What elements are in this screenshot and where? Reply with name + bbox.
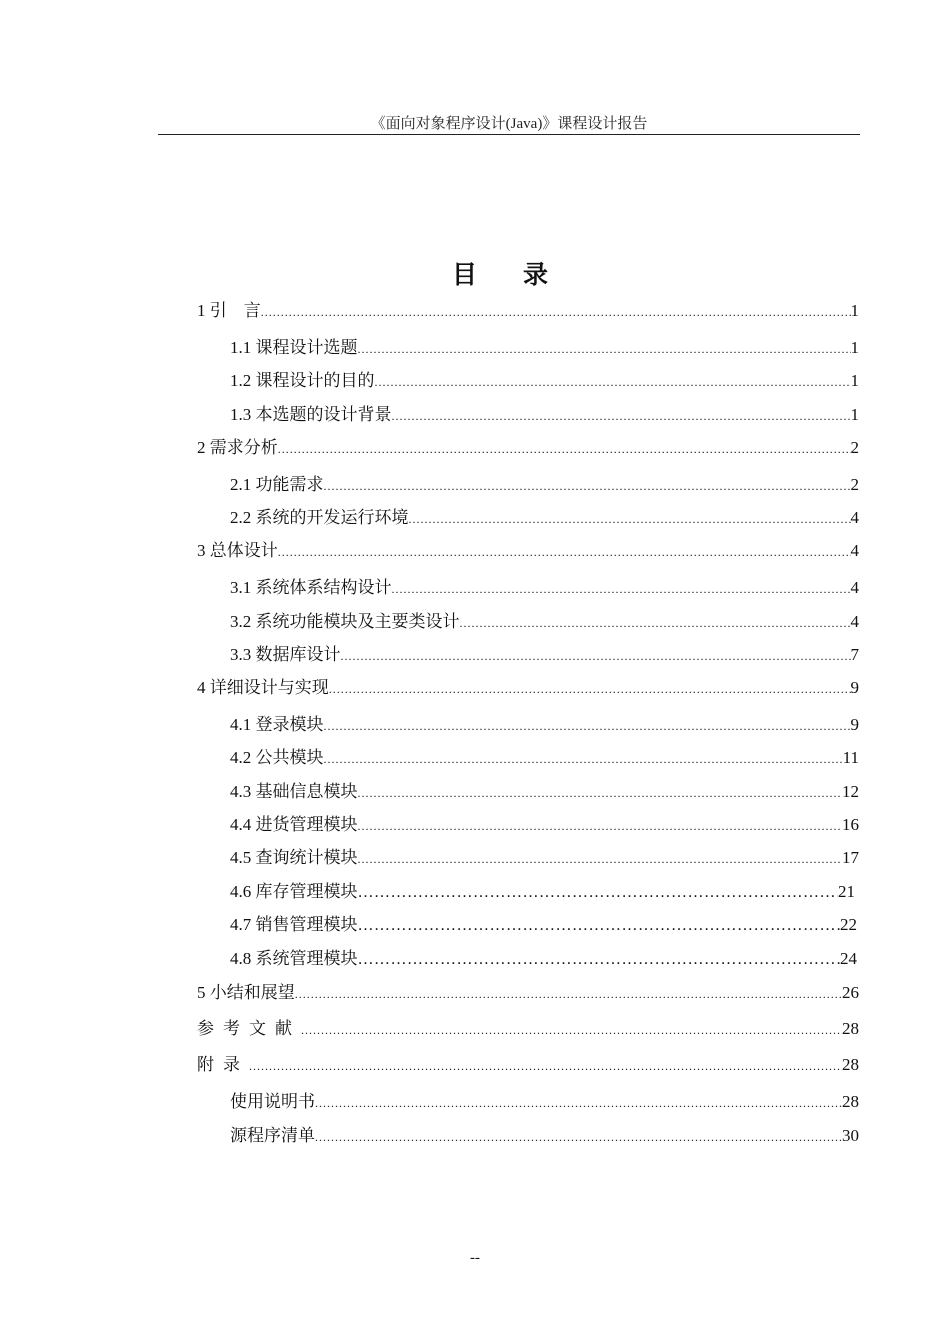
toc-entry-page: 26 [842, 983, 859, 1002]
toc-leader-dots [301, 1019, 842, 1041]
toc-entry-page: 1 [850, 338, 859, 357]
toc-leader-dots [324, 748, 843, 770]
toc-entry-label: 2.1 功能需求 [230, 475, 324, 494]
toc-entry-4-7[interactable] [230, 914, 857, 936]
toc-entry-4-2[interactable] [230, 747, 859, 769]
toc-leader-dots [315, 1092, 842, 1114]
toc-entry-page: 21 [838, 882, 855, 901]
toc-entry-page: 4 [850, 541, 859, 560]
toc-entry-label: 4.4 进货管理模块 [230, 815, 358, 834]
toc-entry-page: 4 [850, 612, 859, 631]
toc-leader-dots [261, 301, 851, 323]
toc-entry-3-1[interactable] [230, 577, 859, 599]
toc-entry-chapter-3[interactable] [197, 540, 859, 562]
toc-entry-label: 4.3 基础信息模块 [230, 782, 358, 801]
toc-entry-page: 28 [842, 1055, 859, 1074]
toc-entry-4-4[interactable] [230, 814, 859, 836]
toc-leader-dots [358, 848, 843, 870]
toc-entry-label: 4.8 系统管理模块 [230, 949, 358, 968]
toc-entry-page: 4 [850, 578, 859, 597]
toc-entry-label: 3.2 系统功能模块及主要类设计 [230, 612, 460, 631]
toc-entry-page: 30 [842, 1126, 859, 1145]
toc-entry-page: 11 [842, 748, 859, 767]
toc-entry-label: 3.3 数据库设计 [230, 645, 341, 664]
toc-entry-1-2[interactable] [230, 370, 859, 392]
toc-entry-page: 17 [842, 848, 859, 867]
toc-entry-4-5[interactable] [230, 847, 859, 869]
toc-title: 目录 [451, 262, 594, 289]
toc-entry-page: 28 [842, 1019, 859, 1038]
toc-entry-3-2[interactable] [230, 611, 859, 633]
toc-leader-dots [278, 438, 851, 460]
toc-entry-label: 4.6 库存管理模块 [230, 882, 358, 901]
toc-entry-label: 2.2 系统的开发运行环境 [230, 508, 409, 527]
toc-entry-label: 3.1 系统体系结构设计 [230, 578, 392, 597]
toc-entry-page: 12 [842, 782, 859, 801]
toc-entry-page: 1 [850, 301, 859, 320]
toc-leader-dots [392, 405, 851, 427]
toc-entry-label: 3 总体设计 [197, 541, 278, 560]
toc-entry-references[interactable] [197, 1018, 859, 1040]
toc-entry-page: 1 [850, 371, 859, 390]
toc-leader-dots [278, 541, 851, 563]
toc-leader-dots [329, 678, 851, 700]
toc-entry-page: 1 [850, 405, 859, 424]
toc-entry-chapter-5[interactable] [197, 982, 859, 1004]
toc-leader-dots [358, 338, 851, 360]
running-header: 《面向对象程序设计(Java)》课程设计报告 [370, 116, 648, 132]
toc-entry-label: 4.1 登录模块 [230, 715, 324, 734]
toc-entry-1-1[interactable] [230, 337, 859, 359]
toc-leader-dots [358, 949, 841, 971]
toc-entry-label: 参考文献 [197, 1019, 301, 1038]
toc-entry-page: 7 [850, 645, 859, 664]
toc-leader-dots [324, 715, 851, 737]
toc-leader-dots [358, 915, 841, 937]
toc-entry-chapter-2[interactable] [197, 437, 859, 459]
toc-leader-dots [358, 782, 843, 804]
toc-entry-4-3[interactable] [230, 781, 859, 803]
toc-entry-page: 4 [850, 508, 859, 527]
toc-entry-page: 28 [842, 1092, 859, 1111]
toc-entry-user-manual[interactable] [230, 1091, 859, 1113]
toc-entry-source-listing[interactable] [230, 1125, 859, 1147]
toc-leader-dots [324, 475, 851, 497]
toc-entry-page: 9 [850, 715, 859, 734]
toc-leader-dots [315, 1126, 842, 1148]
toc-entry-4-8[interactable] [230, 948, 857, 970]
toc-leader-dots [409, 508, 851, 530]
toc-leader-dots [375, 371, 851, 393]
toc-leader-dots [295, 983, 842, 1005]
toc-entry-3-3[interactable] [230, 644, 859, 666]
toc-leader-dots [341, 645, 851, 667]
toc-leader-dots [460, 612, 851, 634]
page-footer-marker: -- [470, 1250, 480, 1266]
toc-entry-label: 源程序清单 [230, 1126, 315, 1145]
toc-entry-2-2[interactable] [230, 507, 859, 529]
toc-leader-dots [392, 578, 851, 600]
toc-entry-label: 5 小结和展望 [197, 983, 295, 1002]
toc-entry-appendix[interactable] [197, 1054, 859, 1076]
toc-entry-4-6[interactable] [230, 881, 855, 903]
toc-entry-label: 1.1 课程设计选题 [230, 338, 358, 357]
toc-entry-label: 1.3 本选题的设计背景 [230, 405, 392, 424]
toc-entry-2-1[interactable] [230, 474, 859, 496]
toc-leader-dots [249, 1055, 842, 1077]
toc-entry-label: 附录 [197, 1055, 249, 1074]
toc-leader-dots [358, 882, 839, 904]
toc-entry-chapter-1[interactable] [197, 300, 859, 322]
toc-entry-page: 2 [850, 438, 859, 457]
toc-entry-chapter-4[interactable] [197, 677, 859, 699]
toc-entry-label: 1.2 课程设计的目的 [230, 371, 375, 390]
header-rule [158, 134, 860, 135]
toc-entry-label: 1 引 言 [197, 301, 261, 320]
toc-entry-label: 2 需求分析 [197, 438, 278, 457]
toc-entry-1-3[interactable] [230, 404, 859, 426]
toc-entry-label: 4.2 公共模块 [230, 748, 324, 767]
toc-leader-dots [358, 815, 843, 837]
toc-entry-page: 22 [840, 915, 857, 934]
toc-entry-label: 4.5 查询统计模块 [230, 848, 358, 867]
toc-entry-label: 4.7 销售管理模块 [230, 915, 358, 934]
toc-entry-page: 9 [850, 678, 859, 697]
toc-entry-label: 4 详细设计与实现 [197, 678, 329, 697]
toc-entry-page: 24 [840, 949, 857, 968]
toc-entry-label: 使用说明书 [230, 1092, 315, 1111]
toc-entry-page: 16 [842, 815, 859, 834]
toc-entry-page: 2 [850, 475, 859, 494]
toc-entry-4-1[interactable] [230, 714, 859, 736]
